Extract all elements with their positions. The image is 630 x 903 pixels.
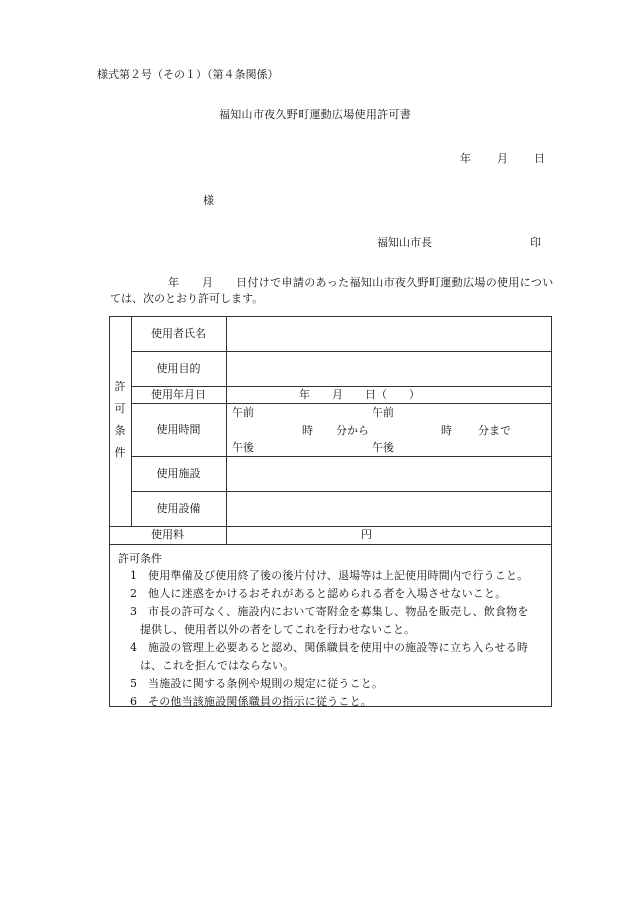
- addressee-suffix: 様: [203, 194, 214, 207]
- condition-number: 2: [130, 587, 138, 601]
- condition-continuation: は、これを拒んではならない。: [140, 659, 294, 673]
- row-divider: [109, 544, 552, 545]
- label-facility: 使用施設: [156, 467, 201, 480]
- seal-mark: 印: [530, 236, 541, 249]
- side-char: 可: [114, 402, 126, 415]
- time-hour-start: 時: [302, 424, 313, 437]
- condition-number: 4: [130, 641, 138, 655]
- fee-unit: 円: [361, 528, 372, 541]
- condition-item: [118, 567, 548, 585]
- time-pm-start: 午後: [232, 441, 254, 454]
- time-pm-end: 午後: [372, 441, 394, 454]
- condition-text: 使用準備及び使用終了後の後片付け、退場等は上記使用時間内で行うこと。: [148, 569, 529, 583]
- row-divider: [109, 526, 552, 527]
- condition-text: 市長の許可なく、施設内において寄附金を募集し、物品を販売し、飲食物を: [148, 605, 529, 619]
- condition-item: [118, 675, 548, 693]
- condition-item: [118, 603, 548, 621]
- issue-day-label: 日: [534, 152, 545, 165]
- condition-item: [118, 693, 548, 711]
- side-char: 許: [114, 380, 126, 393]
- form-number: 様式第２号（その１）（第４条関係）: [97, 68, 279, 81]
- time-from: 分から: [336, 424, 369, 437]
- row-divider: [131, 351, 552, 352]
- document-title: 福知山市夜久野町運動広場使用許可書: [218, 108, 412, 121]
- intro-paragraph: [110, 276, 570, 305]
- condition-number: 3: [130, 605, 138, 619]
- conditions-heading: 許可条件: [118, 552, 162, 565]
- time-hour-end: 時: [441, 424, 452, 437]
- time-to: 分まで: [478, 424, 511, 437]
- row-divider: [131, 491, 552, 492]
- side-char: 件: [114, 446, 126, 459]
- label-date: 使用年月日: [151, 388, 206, 401]
- issuer-name: 福知山市長: [377, 236, 432, 249]
- label-fee: 使用料: [151, 528, 184, 541]
- condition-item: [118, 639, 548, 657]
- label-user-name: 使用者氏名: [151, 327, 206, 340]
- date-value: 年 月 日（ ）: [299, 388, 420, 401]
- intro-line-2: ては、次のとおり許可します。: [110, 292, 264, 306]
- row-divider: [131, 456, 552, 457]
- time-am-start: 午前: [232, 406, 254, 419]
- side-column-divider: [131, 316, 132, 526]
- condition-text: 当施設に関する条例や規則の規定に従うこと。: [148, 677, 384, 691]
- row-divider: [131, 386, 552, 387]
- permit-conditions-side-label: [109, 376, 131, 464]
- time-am-end: 午前: [372, 406, 394, 419]
- permit-conditions: [118, 552, 548, 711]
- label-time: 使用時間: [156, 423, 201, 436]
- side-char: 条: [114, 424, 126, 437]
- label-equipment: 使用設備: [156, 502, 201, 515]
- label-purpose: 使用目的: [156, 362, 201, 375]
- condition-item: [118, 585, 548, 603]
- issue-date: [460, 152, 545, 165]
- row-divider: [131, 403, 552, 404]
- condition-number: 5: [130, 677, 138, 691]
- condition-number: 1: [130, 569, 138, 583]
- condition-text: 他人に迷惑をかけるおそれがあると認められる者を入場させないこと。: [148, 587, 507, 601]
- condition-text: 施設の管理上必要あると認め、関係職員を使用中の施設等に立ち入らせる時: [148, 641, 529, 655]
- issue-month-label: 月: [497, 152, 508, 165]
- issue-year-label: 年: [460, 152, 471, 165]
- intro-line-1: 年 月 日付けで申請のあった福知山市夜久野町運動広場の使用につい: [168, 276, 554, 289]
- condition-number: 6: [130, 695, 138, 709]
- condition-text: その他当該施設関係職員の指示に従うこと。: [148, 695, 372, 709]
- condition-continuation: 提供し、使用者以外の者をしてこれを行わせないこと。: [140, 623, 415, 637]
